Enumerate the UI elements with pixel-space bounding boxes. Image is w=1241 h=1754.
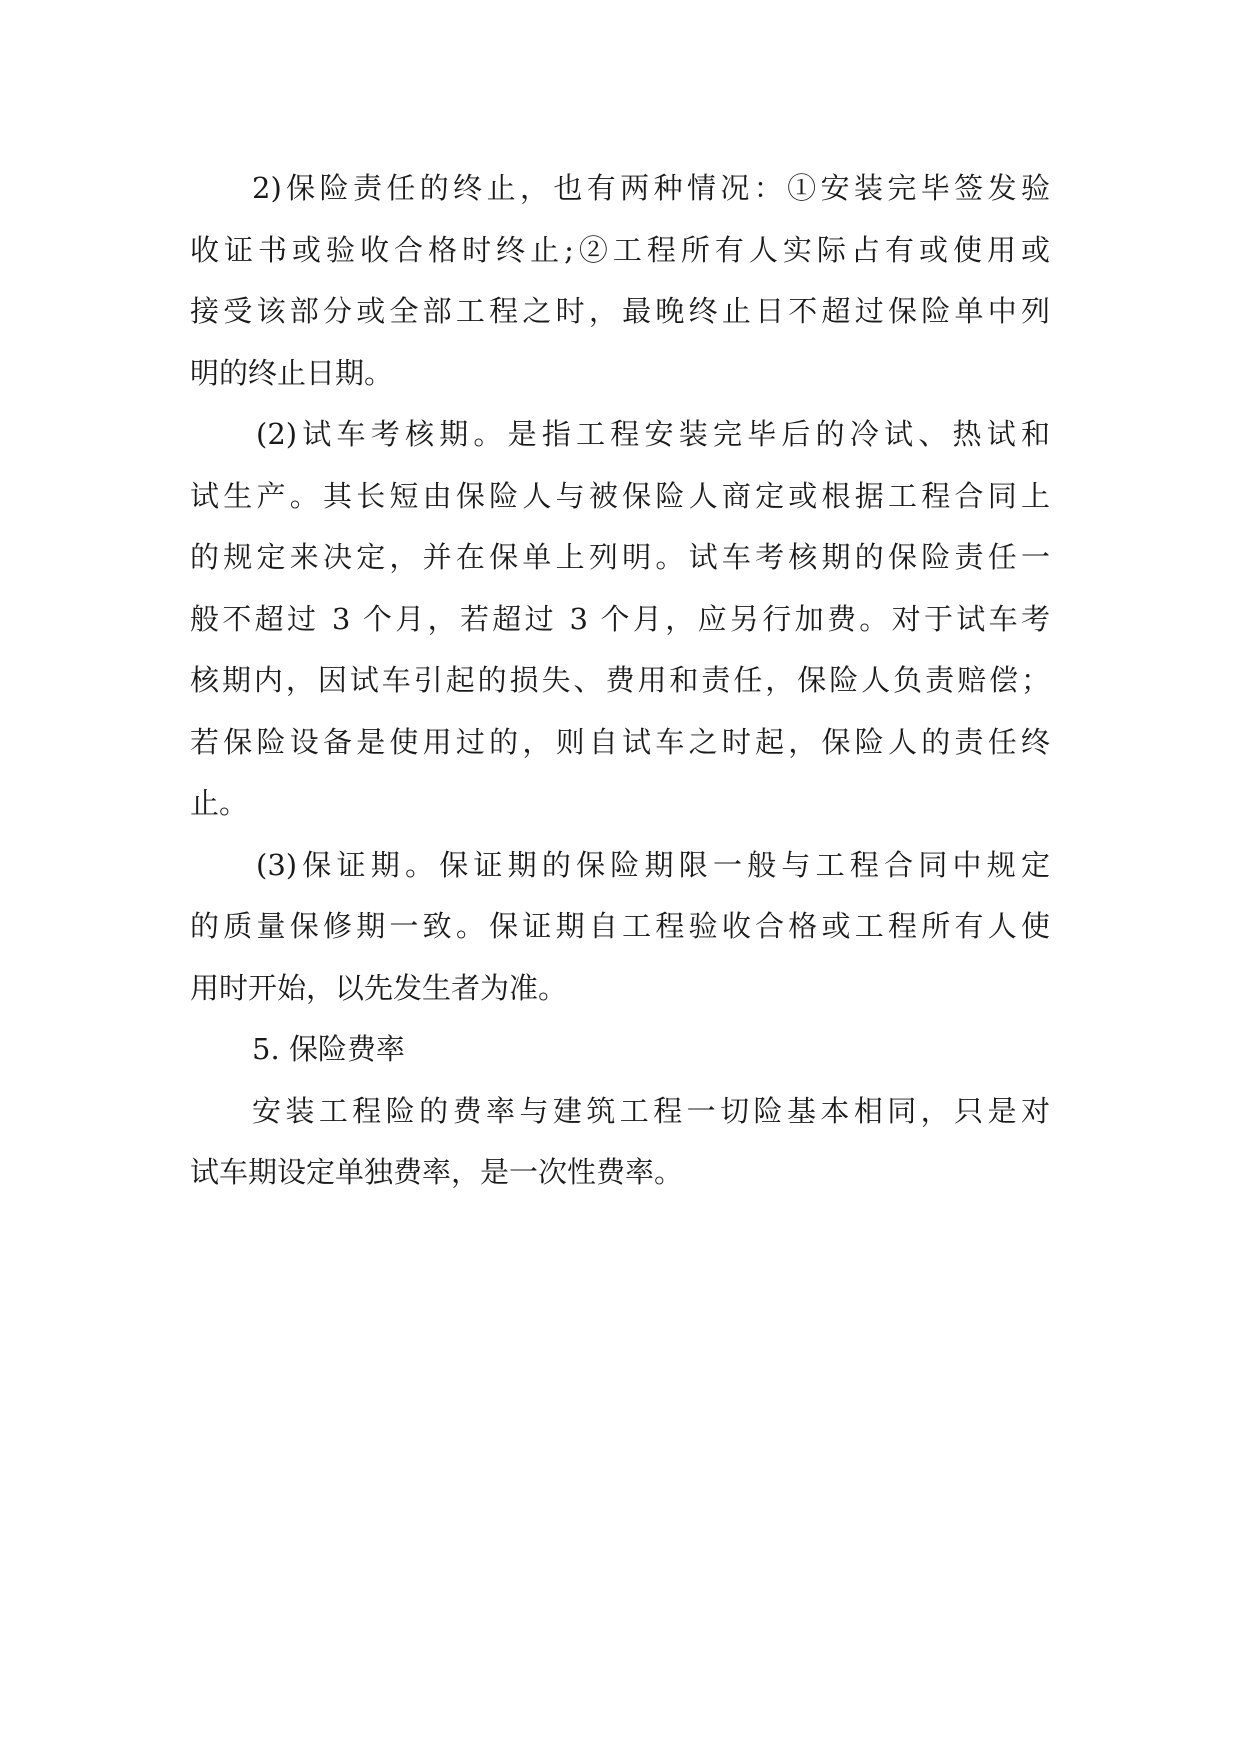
text-line: 核期内，因试车引起的损失、费用和责任，保险人负责赔偿； bbox=[190, 663, 1050, 697]
text-line: 的质量保修期一致。保证期自工程验收合格或工程所有人使 bbox=[190, 909, 1050, 943]
paragraph-premium-rate bbox=[190, 1081, 1050, 1204]
paragraph-trial-period bbox=[190, 404, 1050, 835]
paragraph-warranty-period bbox=[190, 835, 1050, 1020]
text-line: 若保险设备是使用过的，则自试车之时起，保险人的责任终 bbox=[190, 724, 1050, 759]
text-line: 接受该部分或全部工程之时，最晚终止日不超过保险单中列 bbox=[190, 294, 1050, 328]
text-line: 般不超过 3 个月，若超过 3 个月，应另行加费。对于试车考 bbox=[190, 601, 1050, 636]
text-line: 明的终止日期。 bbox=[190, 355, 394, 390]
text-line: (2)试车考核期。是指工程安装完毕后的冷试、热试和 bbox=[256, 417, 1050, 451]
section-heading-premium-rate bbox=[190, 1019, 1050, 1081]
text-line: 2)保险责任的终止，也有两种情况：①安装完毕签发验 bbox=[252, 171, 1050, 205]
text-line: 试生产。其长短由保险人与被保险人商定或根据工程合同上 bbox=[190, 478, 1050, 513]
document-body bbox=[190, 158, 1050, 1204]
text-line: 止。 bbox=[190, 786, 249, 820]
text-line: 的规定来决定，并在保单上列明。试车考核期的保险责任一 bbox=[190, 540, 1050, 574]
section-heading: 5. 保险费率 bbox=[252, 1032, 405, 1066]
paragraph-termination bbox=[190, 158, 1050, 404]
text-line: 安装工程险的费率与建筑工程一切险基本相同，只是对 bbox=[252, 1093, 1050, 1128]
text-line: 收证书或验收合格时终止;②工程所有人实际占有或使用或 bbox=[190, 232, 1050, 267]
text-line: (3)保证期。保证期的保险期限一般与工程合同中规定 bbox=[256, 847, 1050, 882]
text-line: 试车期设定单独费率，是一次性费率。 bbox=[190, 1155, 684, 1189]
text-line: 用时开始，以先发生者为准。 bbox=[190, 970, 568, 1005]
